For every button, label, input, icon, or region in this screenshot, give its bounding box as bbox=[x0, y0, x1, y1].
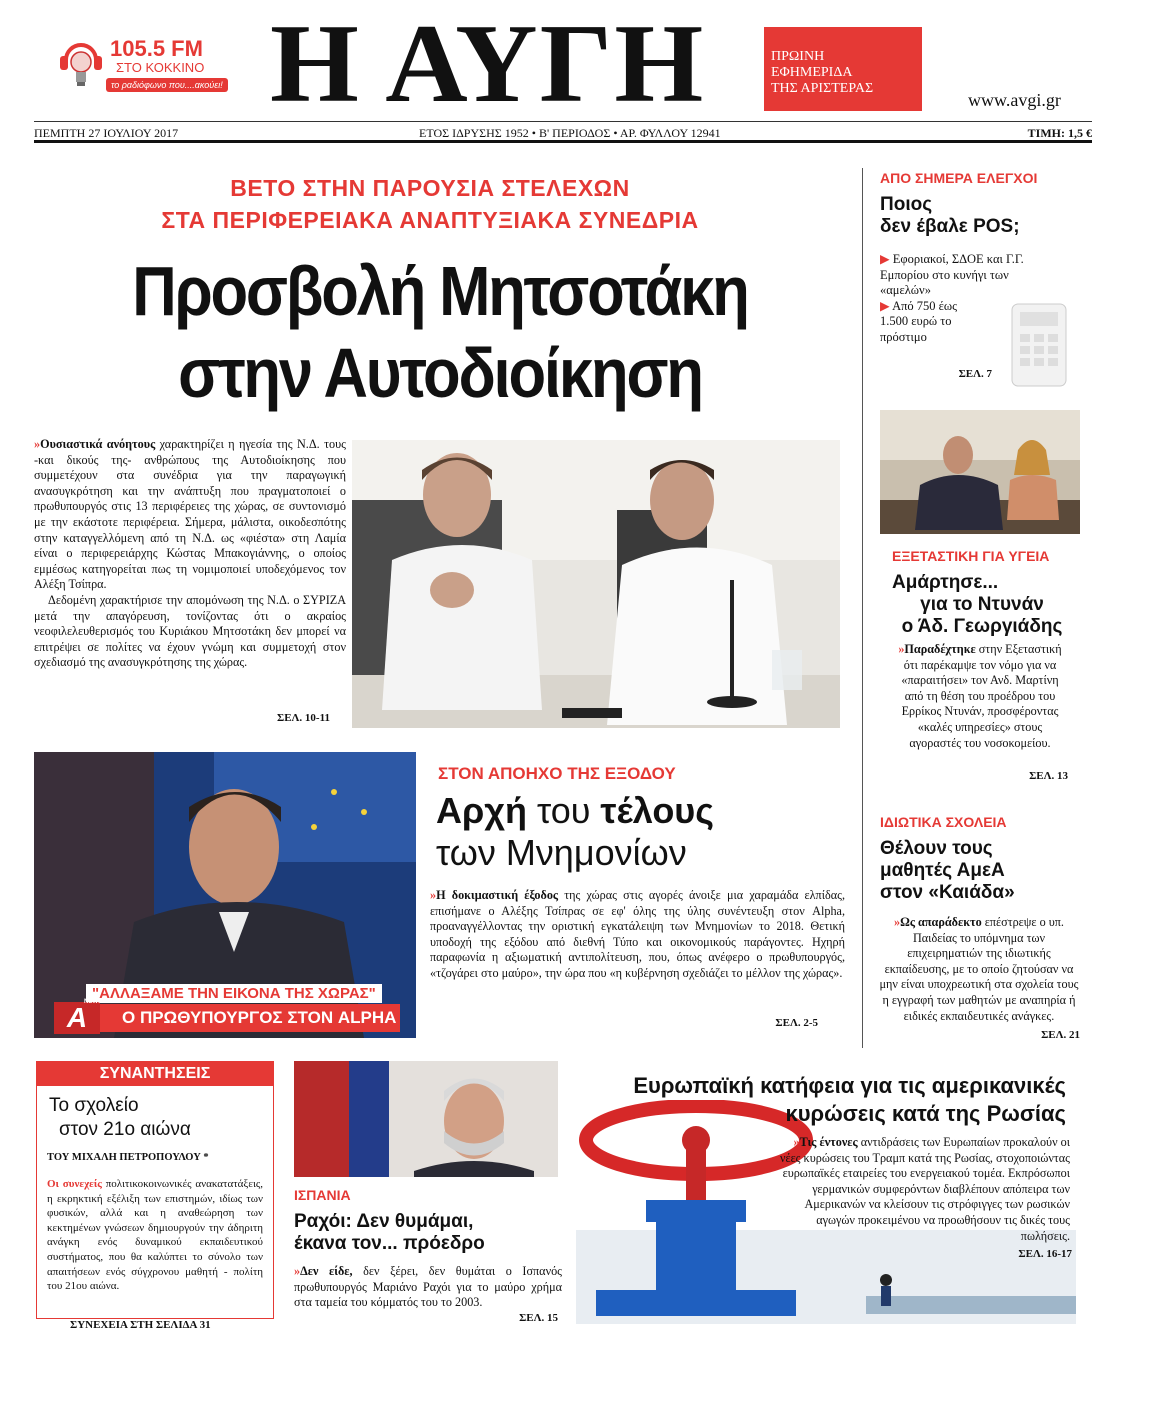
pos-headline-line-1: Ποιος bbox=[880, 194, 933, 215]
health-text: στην Εξεταστική ότι παρέκαμψε τον νόμο για να «παραιτήσει» τον Ανδ. Μαρτίνη από τη θέση του προέδρου του Ερρίκος Ντυνάν, προσφέροντας «καλές υπηρεσίες» στους αγοραστές του νοσοκομείου. bbox=[901, 642, 1062, 750]
health-kicker: ΕΞΕΤΑΣΤΙΚΗ ΓΙΑ ΥΓΕΙΑ bbox=[892, 548, 1050, 564]
europe-text: αντιδράσεις των Ευρωπαίων προκαλούν οι νέες κυρώσεις του Τραμπ κατά της Ρωσίας, στοχοποιώντας ευρωπαϊκές εταιρείες του ενεργειακού τομέα. Εκπρόσωποι γερμανικών συμφερόντων διαβλέπουν απόπειρα των Αμερικανών να κλείσουν τις στρόφιγγες των ρωσικών αγωγών προκειμένου να προωθήσουν τις δικές τους πωλήσεις. bbox=[779, 1135, 1070, 1243]
exit-story-text: της χώρας στις αγορές άνοιξε μια χαραμάδα ελπίδας, επισήμανε ο Αλέξης Τσίπρας σε εφ' όλης της ύλης συνέντευξη στον Alpha, προαναγγέλλοντας την οριστική εγκατάλειψη των Μνημονίων το 2018. Θετική υποδοχή της εξόδου από διεθνή Τύπο και οικονομικούς παράγοντες. Ηχηρή παραφωνία η αξιωματική αντιπολίτευση, που, όπως ανέφερο ο πρωθυπουργός, «τζογάρει στο μαύρο», την ώρα που «η κυβέρνηση σχεδιάζει το μέλλον της χώρας». bbox=[430, 888, 845, 980]
bullet-arrow-icon: ▶ bbox=[880, 252, 890, 266]
lightbulb-headphones-icon bbox=[58, 34, 104, 92]
lead-arrow-icon: » bbox=[294, 1264, 301, 1278]
main-story-page-ref: ΣΕΛ. 10-11 bbox=[277, 712, 330, 724]
radio-name: ΣΤΟ ΚΟΚΚΙΝΟ bbox=[116, 60, 205, 75]
exit-headline-bold-1: Αρχή bbox=[436, 790, 527, 831]
exit-story-lead: Η δοκιμαστική έξοδος bbox=[436, 888, 559, 902]
exit-headline-bold-2: τέλους bbox=[600, 790, 714, 831]
health-body bbox=[892, 642, 1068, 751]
tv-caption: Ο ΠΡΩΘΥΠΟΥΡΓΟΣ ΣΤΟΝ ALPHA bbox=[62, 1004, 400, 1032]
main-story-body bbox=[34, 437, 346, 671]
health-headline-line-3: ο Άδ. Γεωργιάδης bbox=[901, 616, 1063, 637]
radio-frequency: 105.5 FM bbox=[110, 36, 203, 61]
synantiseis-author: ΤΟΥ ΜΙΧΑΛΗ ΠΕΤΡΟΠΟΥΛΟΥ * bbox=[47, 1152, 209, 1163]
pos-bullet-2-text: Από 750 έως 1.500 ευρώ το πρόστιμο bbox=[880, 298, 958, 344]
pos-bullet-1-text: Εφοριακοί, ΣΔΟΕ και Γ.Γ. Εμπορίου στο κυνήγι των «αμελών» bbox=[880, 252, 1024, 298]
spain-headline-line-2: έκανα τον... πρόεδρο bbox=[294, 1233, 485, 1254]
main-headline-line-1: Προσβολή Μητσοτάκη bbox=[132, 252, 748, 330]
schools-page-ref: ΣΕΛ. 21 bbox=[1041, 1029, 1080, 1041]
main-story-para-1 bbox=[34, 437, 346, 593]
synantiseis-box bbox=[36, 1061, 274, 1319]
main-photo bbox=[352, 440, 840, 728]
pos-headline-line-2: δεν έβαλε POS; bbox=[880, 216, 1020, 237]
exit-headline-light-1: του bbox=[526, 790, 601, 831]
exit-story-headline bbox=[436, 790, 856, 874]
radio-tagline: το ραδιόφωνο που....ακούει! bbox=[106, 78, 228, 92]
spain-headline-line-1: Ραχόι: Δεν θυμάμαι, bbox=[294, 1211, 474, 1232]
spain-lead: Δεν είδε, bbox=[300, 1264, 353, 1278]
europe-page-ref: ΣΕΛ. 16-17 bbox=[1018, 1248, 1072, 1260]
europe-headline bbox=[590, 1072, 1066, 1128]
health-headline-line-1: Αμάρτησε... bbox=[892, 572, 999, 593]
exit-story-body bbox=[430, 888, 845, 982]
schools-body bbox=[876, 915, 1082, 1024]
synantiseis-bar: ΣΥΝΑΝΤΗΣΕΙΣ bbox=[37, 1062, 273, 1086]
exit-story-kicker: ΣΤΟΝ ΑΠΟΗΧΟ ΤΗΣ ΕΞΟΔΟΥ bbox=[438, 764, 676, 783]
synantiseis-title-line-2: στον 21ο αιώνα bbox=[59, 1119, 191, 1140]
health-page-ref: ΣΕΛ. 13 bbox=[1029, 770, 1068, 782]
spain-page-ref: ΣΕΛ. 15 bbox=[519, 1312, 558, 1324]
bullet-arrow-icon: ▶ bbox=[880, 298, 890, 313]
alpha-news-logo-sub: NEWS bbox=[84, 999, 102, 1005]
pos-terminal-icon bbox=[1008, 300, 1080, 390]
europe-body bbox=[774, 1135, 1070, 1244]
lead-arrow-icon: » bbox=[898, 642, 905, 656]
tagline-box bbox=[764, 27, 922, 111]
synantiseis-lead: Οι συνεχείς bbox=[47, 1178, 102, 1190]
main-story-text-1: χαρακτηρίζει η ηγεσία της Ν.Δ. τους -και δικούς της- ανθρώπους της Αυτοδιοίκησης που συμμετέχουν στα συνέδρια για την παραγωγική ανασυγκρότηση και την ανάπτυξη που πραγματοποιεί ο πρωθυπουργός στις 13 περιφέρειες της χώρας, σε συντονισμό με την εκάστοτε περιφέρεια. Σήμερα, μάλιστα, οικοδεσπότης στην καταγγελλόμενη από τη Ν.Δ. ως «φιέστα» στη Λαμία είναι ο περιφερειάρχης Κώστας Μπακογιάννης, ο οποίος εμμέσως κατηγορείται πως τη νομιμοποιεί υποδεχόμενος τον Αλέξη Τσίπρα. bbox=[34, 437, 347, 592]
main-headline-line-2: στην Αυτοδιοίκηση bbox=[178, 334, 702, 412]
schools-headline-line-3: στον «Καιάδα» bbox=[880, 882, 1015, 903]
alpha-news-logo bbox=[54, 999, 102, 1034]
schools-headline bbox=[880, 838, 1015, 904]
main-kicker-line-1: ΒΕΤΟ ΣΤΗΝ ΠΑΡΟΥΣΙΑ ΣΤΕΛΕΧΩΝ bbox=[230, 175, 630, 201]
column-divider bbox=[862, 168, 863, 1048]
alpha-news-logo-letter: A bbox=[66, 1002, 88, 1033]
lead-arrow-icon: » bbox=[430, 888, 437, 902]
radio-logo bbox=[58, 30, 228, 100]
lead-arrow-icon: » bbox=[894, 915, 901, 929]
georgiadis-photo bbox=[880, 410, 1080, 534]
spain-body bbox=[294, 1264, 562, 1311]
pos-bullet-2 bbox=[880, 299, 980, 346]
spain-kicker: ΙΣΠΑΝΙΑ bbox=[294, 1187, 351, 1203]
synantiseis-title bbox=[37, 1086, 273, 1142]
spain-text: δεν ξέρει, δεν θυμάται ο Ισπανός πρωθυπουργός Μαριάνο Ραχόι για το μαύρο χρήμα στα ταμεία του κόμματός του το 2003. bbox=[294, 1264, 563, 1310]
spain-headline bbox=[294, 1211, 485, 1255]
issue-info: ΕΤΟΣ ΙΔΡΥΣΗΣ 1952 • Β' ΠΕΡΙΟΔΟΣ • ΑΡ. ΦΥΛΛΟΥ 12941 bbox=[419, 126, 721, 140]
schools-kicker: ΙΔΙΩΤΙΚΑ ΣΧΟΛΕΙΑ bbox=[880, 814, 1007, 830]
health-headline-line-2: για το Ντυνάν bbox=[920, 594, 1044, 615]
synantiseis-continued: ΣΥΝΕΧΕΙΑ ΣΤΗ ΣΕΛΙΔΑ 31 bbox=[70, 1319, 211, 1331]
health-lead: Παραδέχτηκε bbox=[904, 642, 976, 656]
exit-headline-line-2: των Μνημονίων bbox=[436, 832, 687, 873]
issue-price: ΤΙΜΗ: 1,5 € bbox=[1027, 126, 1092, 140]
europe-headline-line-2: κυρώσεις κατά της Ρωσίας bbox=[785, 1101, 1066, 1126]
pos-bullet-1 bbox=[880, 252, 1055, 299]
exit-story-page-ref: ΣΕΛ. 2-5 bbox=[775, 1017, 818, 1029]
website-link[interactable]: www.avgi.gr bbox=[968, 90, 1061, 110]
masthead-title: Η ΑΥΓΗ bbox=[270, 2, 706, 126]
issue-date: ΠΕΜΠΤΗ 27 ΙΟΥΛΙΟΥ 2017 bbox=[34, 126, 179, 140]
tv-quote: "ΑΛΛΑΞΑΜΕ ΤΗΝ ΕΙΚΟΝΑ ΤΗΣ ΧΩΡΑΣ" bbox=[86, 984, 382, 1003]
main-kicker-line-2: ΣΤΑ ΠΕΡΙΦΕΡΕΙΑΚΑ ΑΝΑΠΤΥΞΙΑΚΑ ΣΥΝΕΔΡΙΑ bbox=[161, 207, 699, 233]
europe-headline-line-1: Ευρωπαϊκή κατήφεια για τις αμερικανικές bbox=[633, 1073, 1066, 1098]
health-headline bbox=[892, 572, 1072, 638]
tagline-line-1: ΠΡΩΙΝΗ bbox=[771, 49, 825, 64]
schools-lead: Ως απαράδεκτο bbox=[900, 915, 982, 929]
europe-lead: Τις έντονες bbox=[799, 1135, 858, 1149]
pos-kicker: ΑΠΟ ΣΗΜΕΡΑ ΕΛΕΓΧΟΙ bbox=[880, 170, 1038, 186]
schools-headline-line-1: Θέλουν τους bbox=[880, 838, 993, 859]
rajoy-photo bbox=[294, 1061, 558, 1177]
main-story-lead: Ουσιαστικά ανόητους bbox=[40, 437, 156, 451]
synantiseis-text: πολιτικοκοινωνικές ανακατατάξεις, η εκρηκτική εξέλιξη των επιστημών, ιδίως των φυσικών, αλλά και η αναθεώρηση των κεκτημένων γνώσεων δημιουργούν την άδηριτη ανάγκη ενός δυναμικού εκπαιδευτικού συστήματος, που θα καλύπτει το σύνολο των απαιτήσεων ενός σύγχρονου μαθητή - πολίτη του 21ου αιώνα. bbox=[47, 1178, 264, 1293]
tagline-line-2: ΕΦΗΜΕΡΙΔΑ bbox=[771, 65, 853, 80]
dateline bbox=[34, 121, 1092, 143]
synantiseis-title-line-1: Το σχολείο bbox=[49, 1095, 139, 1116]
synantiseis-body bbox=[37, 1163, 273, 1294]
pos-headline bbox=[880, 194, 1020, 238]
main-story-para-2: Δεδομένη χαρακτήρισε την απομόνωση της Ν.Δ. ο ΣΥΡΙΖΑ μετά την απαγόρευση, τονίζοντας ότι ο ακραίος νεοφιλελευθερισμός του Κυριάκου Μητσοτάκη δεν μπορεί να επιτρέψει σε πολίτες να έχουν γνώμη και συμμετοχή στον σχεδιασμό της ανασυγκρότησης της χώρας. bbox=[34, 592, 346, 670]
main-kicker bbox=[100, 172, 760, 236]
pos-page-ref: ΣΕΛ. 7 bbox=[958, 368, 992, 380]
lead-arrow-icon: » bbox=[793, 1135, 800, 1149]
schools-headline-line-2: μαθητές ΑμεΑ bbox=[880, 860, 1005, 881]
tagline-line-3: ΤΗΣ ΑΡΙΣΤΕΡΑΣ bbox=[771, 81, 874, 96]
schools-text: επέστρεψε ο υπ. Παιδείας το υπόμνημα των επιχειρηματιών της ιδιωτικής εκπαίδευσης, με το οποίο ζητούσαν να μην είναι υποχρεωτική στα σχολεία τους η εγγραφή των μαθητών με αναπηρία ή ειδικές εκπαιδευτικές ανάγκες. bbox=[879, 915, 1079, 1023]
tsipras-tv-photo bbox=[34, 752, 416, 1038]
main-headline bbox=[88, 250, 792, 414]
lead-arrow-icon: » bbox=[34, 437, 41, 451]
